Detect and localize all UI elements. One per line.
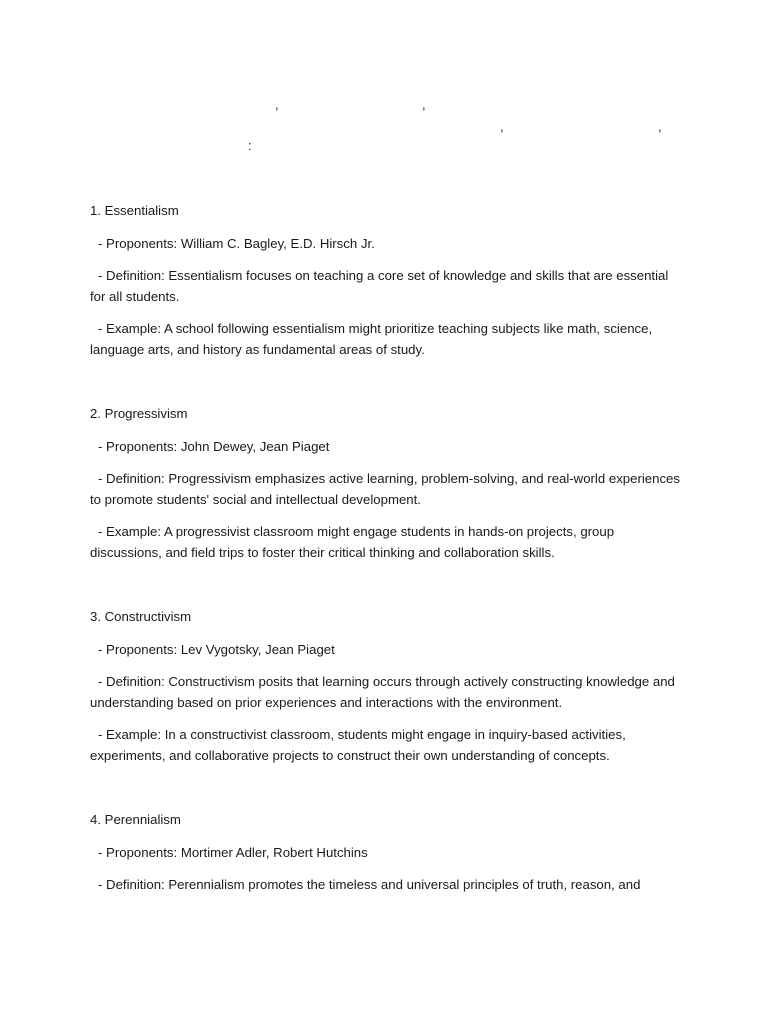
proponents-text: - Proponents: Lev Vygotsky, Jean Piaget — [98, 641, 335, 657]
example-text: - Example: A school following essentialism might prioritize teaching subjects like math, science, language arts, and history as fundamental areas of study. — [90, 321, 656, 357]
document-body — [90, 201, 686, 940]
header-mark: : — [248, 138, 252, 153]
definition-text: - Definition: Constructivism posits that learning occurs through actively constructing knowledge and understanding based on prior experiences and interactions with the environment. — [90, 674, 679, 710]
header-mark: , — [275, 97, 279, 112]
section-title: 3. Constructivism — [90, 609, 192, 624]
proponents-text: - Proponents: John Dewey, Jean Piaget — [98, 438, 330, 454]
definition-text: - Definition: Perennialism promotes the timeless and universal principles of truth, reason, and — [98, 877, 641, 892]
section-constructivism — [90, 607, 686, 766]
example-text: - Example: A progressivist classroom might engage students in hands-on projects, group discussions, and field trips to foster their critical thinking and collaboration skills. — [90, 524, 618, 560]
definition-text: - Definition: Essentialism focuses on teaching a core set of knowledge and skills that are essential for all students. — [90, 268, 672, 304]
section-perennialism — [90, 810, 686, 896]
section-title: 1. Essentialism — [90, 203, 179, 218]
section-title: 2. Progressivism — [90, 406, 188, 421]
definition-text: - Definition: Progressivism emphasizes active learning, problem-solving, and real-world experiences to promote students' social and intellectual development. — [90, 471, 684, 507]
section-title: 4. Perennialism — [90, 812, 181, 827]
proponents-text: - Proponents: Mortimer Adler, Robert Hutchins — [98, 844, 368, 860]
example-text: - Example: In a constructivist classroom, students might engage in inquiry-based activities, experiments, and collaborative projects to construct their own understanding of concepts. — [90, 727, 630, 763]
header-mark: , — [422, 97, 426, 112]
proponents-text: - Proponents: William C. Bagley, E.D. Hirsch Jr. — [98, 235, 375, 251]
section-progressivism — [90, 404, 686, 563]
header-mark: , — [500, 119, 504, 134]
header-mark: , — [658, 119, 662, 134]
section-essentialism — [90, 201, 686, 360]
